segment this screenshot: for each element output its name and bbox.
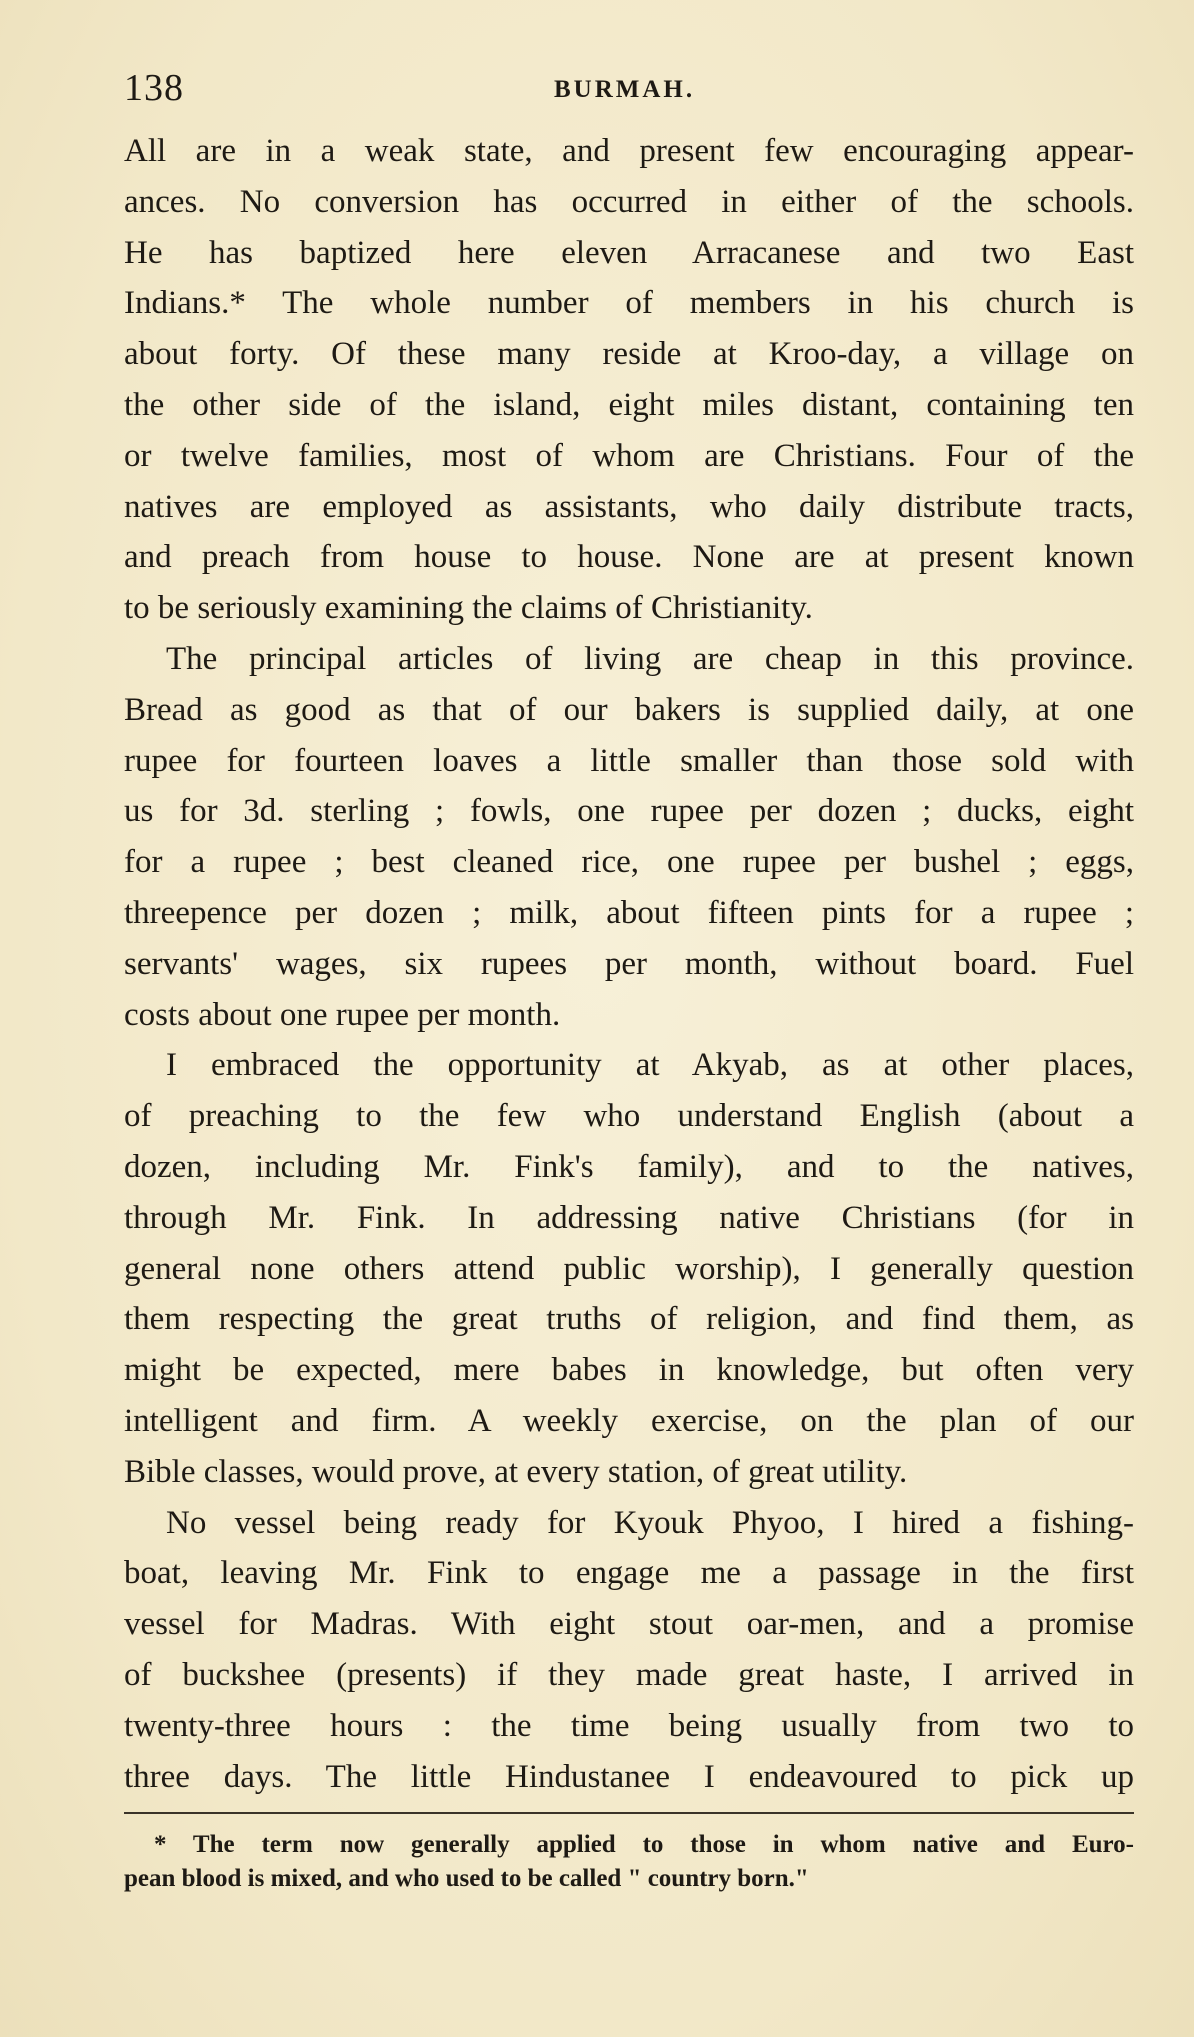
text-line: general none others attend public worship), I generally question: [124, 1250, 1134, 1287]
text-line: them respecting the great truths of religion, and find them, as: [124, 1301, 1134, 1338]
text-line: Bible classes, would prove, at every station, of great utility.: [124, 1453, 908, 1490]
text-line: us for 3d. sterling ; fowls, one rupee per dozen ; ducks, eight: [124, 793, 1134, 830]
text-line: for a rupee ; best cleaned rice, one rupee per bushel ; eggs,: [124, 844, 1134, 881]
text-line: natives are employed as assistants, who daily distribute tracts,: [124, 488, 1134, 525]
text-line: costs about one rupee per month.: [124, 996, 561, 1033]
page-header: [124, 66, 1134, 110]
text-line: of buckshee (presents) if they made great haste, I arrived in: [124, 1656, 1134, 1693]
text-line: about forty. Of these many reside at Kroo-day, a village on: [124, 336, 1134, 373]
footnote: [124, 1828, 1134, 1896]
text-line: intelligent and firm. A weekly exercise, on the plan of our: [124, 1402, 1134, 1439]
body-text: [124, 126, 1134, 1795]
text-line: The principal articles of living are cheap in this province.: [166, 640, 1134, 677]
footnote-divider: [124, 1812, 1134, 1814]
text-line: dozen, including Mr. Fink's family), and to the natives,: [124, 1148, 1134, 1185]
running-head: BURMAH.: [554, 76, 696, 103]
text-line: threepence per dozen ; milk, about fifteen pints for a rupee ;: [124, 894, 1134, 931]
text-line: Bread as good as that of our bakers is supplied daily, at one: [124, 691, 1134, 728]
page-number: 138: [124, 67, 184, 109]
text-line: twenty-three hours : the time being usually from two to: [124, 1707, 1134, 1744]
text-line: and preach from house to house. None are at present known: [124, 539, 1134, 576]
footnote-line: pean blood is mixed, and who used to be called " country born.": [124, 1865, 809, 1892]
text-line: He has baptized here eleven Arracanese and two East: [124, 234, 1134, 271]
footnote-line: * The term now generally applied to those in whom native and Euro-: [154, 1831, 1134, 1858]
text-line: I embraced the opportunity at Akyab, as at other places,: [166, 1047, 1134, 1084]
text-line: might be expected, mere babes in knowledge, but often very: [124, 1352, 1134, 1389]
text-line: rupee for fourteen loaves a little smaller than those sold with: [124, 742, 1134, 779]
text-line: ances. No conversion has occurred in either of the schools.: [124, 183, 1134, 220]
text-line: boat, leaving Mr. Fink to engage me a passage in the first: [124, 1555, 1134, 1592]
text-line: or twelve families, most of whom are Christians. Four of the: [124, 437, 1134, 474]
text-line: to be seriously examining the claims of Christianity.: [124, 590, 813, 627]
text-line: three days. The little Hindustanee I endeavoured to pick up: [124, 1758, 1134, 1795]
text-line: No vessel being ready for Kyouk Phyoo, I hired a fishing-: [166, 1504, 1134, 1541]
text-line: Indians.* The whole number of members in his church is: [124, 285, 1134, 322]
text-line: the other side of the island, eight miles distant, containing ten: [124, 386, 1134, 423]
text-line: through Mr. Fink. In addressing native Christians (for in: [124, 1199, 1134, 1236]
text-line: vessel for Madras. With eight stout oar-men, and a promise: [124, 1606, 1134, 1643]
text-line: servants' wages, six rupees per month, without board. Fuel: [124, 945, 1134, 982]
text-line: All are in a weak state, and present few encouraging appear-: [124, 133, 1134, 169]
text-line: of preaching to the few who understand English (about a: [124, 1098, 1134, 1135]
